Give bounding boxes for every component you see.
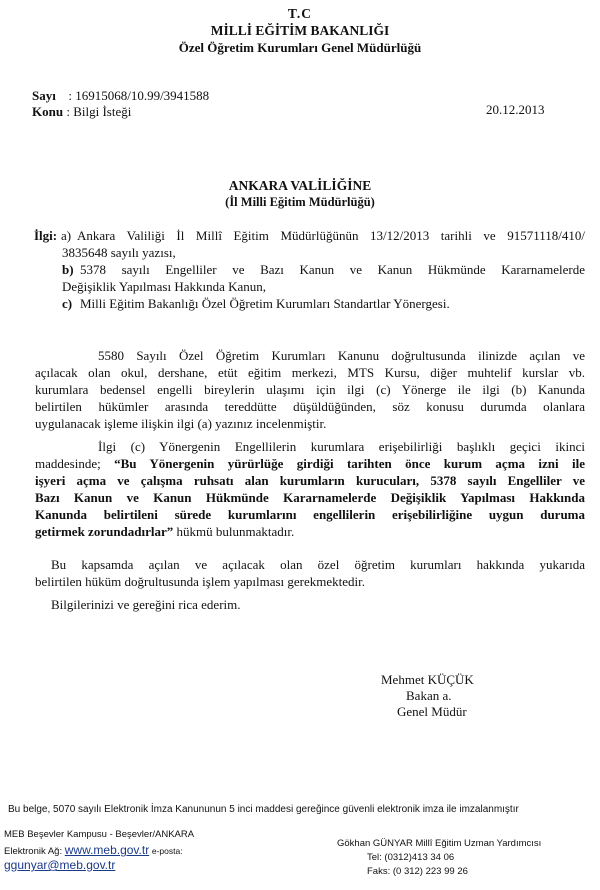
paragraph-2-line: Bazı Kanun ve Kanun Hükmünde Kararnamelerde Değişiklik Yapılması Hakkında — [35, 490, 585, 505]
web-label: Elektronik Ağ: — [4, 846, 63, 857]
paragraph-1-line: belirtilen hükümler arasında tereddütte düşüldüğünden, söz konusu durumda olanlara — [35, 399, 585, 414]
sayi-value: : 16915068/10.99/3941588 — [68, 88, 210, 103]
ilgi-label: İlgi: — [34, 228, 58, 243]
ilgi-c-label: c) — [62, 296, 73, 311]
closing-text: Bilgilerinizi ve gereğini rica ederim. — [51, 597, 241, 612]
sayi-row — [32, 88, 209, 104]
paragraph-1-line: kurumlara bedensel engelli bireylerin ulaşımı için ilgi (c) Yönerge ile ilgi (b) Kanunda — [35, 382, 585, 397]
paragraph-2-line: maddesinde; “Bu Yönergenin yürürlüğe girdiği tarihten önce kurum açma izni ile — [35, 456, 585, 471]
website-link[interactable]: www.meb.gov.tr — [64, 843, 150, 857]
header-directorate: Özel Öğretim Kurumları Genel Müdürlüğü — [178, 40, 422, 55]
ilgi-a-text-cont: 3835648 sayılı yazısı, — [62, 245, 176, 260]
paragraph-2-line: Kanunda belirtileni sürede kurumlarını engellilerin erişebilirliğine uygun duruma — [35, 507, 585, 522]
paragraph-2-line: işyeri açma ve çalışma ruhsatı alan kurumların kurucuları, 5378 sayılı Engelliler ve — [35, 473, 585, 488]
paragraph-1-line: uygulanacak işleme ilişkin ilgi (a) yazınız incelenmiştir. — [35, 416, 327, 431]
email-link[interactable]: ggunyar@meb.gov.tr — [4, 858, 116, 872]
paragraph-1-line: 5580 Sayılı Özel Öğretim Kurumları Kanunu doğrultusunda ilinizde açılan ve — [98, 348, 585, 363]
document-date: 20.12.2013 — [486, 102, 545, 117]
contact-name: Gökhan GÜNYAR Millî Eğitim Uzman Yardımcısı — [337, 838, 542, 849]
konu-row — [32, 104, 131, 120]
recipient-subtitle: (İl Milli Eğitim Müdürlüğü) — [225, 195, 375, 209]
konu-value: : Bilgi İsteği — [66, 104, 132, 119]
paragraph-1 — [35, 347, 585, 432]
signatory-role: Bakan a. — [406, 688, 452, 703]
konu-label: Konu — [32, 104, 64, 119]
ilgi-a-label: a) — [61, 228, 72, 243]
ilgi-b-text-cont: Değişiklik Yapılması Hakkında Kanun, — [62, 279, 267, 294]
footer-web-row — [4, 843, 183, 857]
ilgi-b-text: 5378 sayılı Engelliler ve Bazı Kanun ve Kanun Hükmünde Kararnamelerde — [80, 262, 585, 277]
e-signature-notice: Bu belge, 5070 sayılı Elektronik İmza Kanununun 5 inci maddesi gereğince güvenli elektronik imza ile imzalanmıştır — [8, 804, 519, 815]
recipient-title: ANKARA VALİLİĞİNE — [228, 178, 372, 193]
contact-fax: Faks: (0 312) 223 99 26 — [367, 866, 468, 877]
eposta-label: e-posta: — [151, 846, 183, 856]
sayi-label: Sayı — [32, 88, 56, 103]
signatory-title: Genel Müdür — [397, 704, 467, 719]
signatory-name: Mehmet KÜÇÜK — [381, 672, 474, 687]
ilgi-c-text: Milli Eğitim Bakanlığı Özel Öğretim Kurumları Standartlar Yönergesi. — [80, 296, 450, 311]
contact-tel: Tel: (0312)413 34 06 — [367, 852, 455, 863]
paragraph-2-line: İlgi (c) Yönergenin Engellilerin kurumlara erişebilirliği başlıklı geçici ikinci — [98, 439, 585, 454]
ilgi-a-text: Ankara Valiliği İl Millî Eğitim Müdürlüğünün 13/12/2013 tarihli ve 91571118/410/ — [77, 228, 585, 243]
paragraph-2-line: getirmek zorundadırlar” hükmü bulunmaktadır. — [35, 524, 295, 539]
header-tc: T.C — [287, 6, 313, 21]
header-ministry: MİLLİ EĞİTİM BAKANLIĞI — [210, 23, 390, 38]
paragraph-2 — [35, 438, 585, 540]
paragraph-3 — [35, 556, 585, 590]
paragraph-3-line: belirtilen hüküm doğrultusunda işlem yapılması gerekmektedir. — [35, 574, 365, 589]
footer-address: MEB Beşevler Kampusu - Beşevler/ANKARA — [4, 829, 195, 840]
ilgi-b-label: b) — [62, 262, 74, 277]
paragraph-3-line: Bu kapsamda açılan ve açılacak olan özel öğretim kurumları hakkında yukarıda — [51, 557, 585, 572]
paragraph-1-line: açılacak olan okul, dershane, etüt eğitim merkezi, MTS Kursu, diğer muhtelif kurslar vb. — [35, 365, 585, 380]
